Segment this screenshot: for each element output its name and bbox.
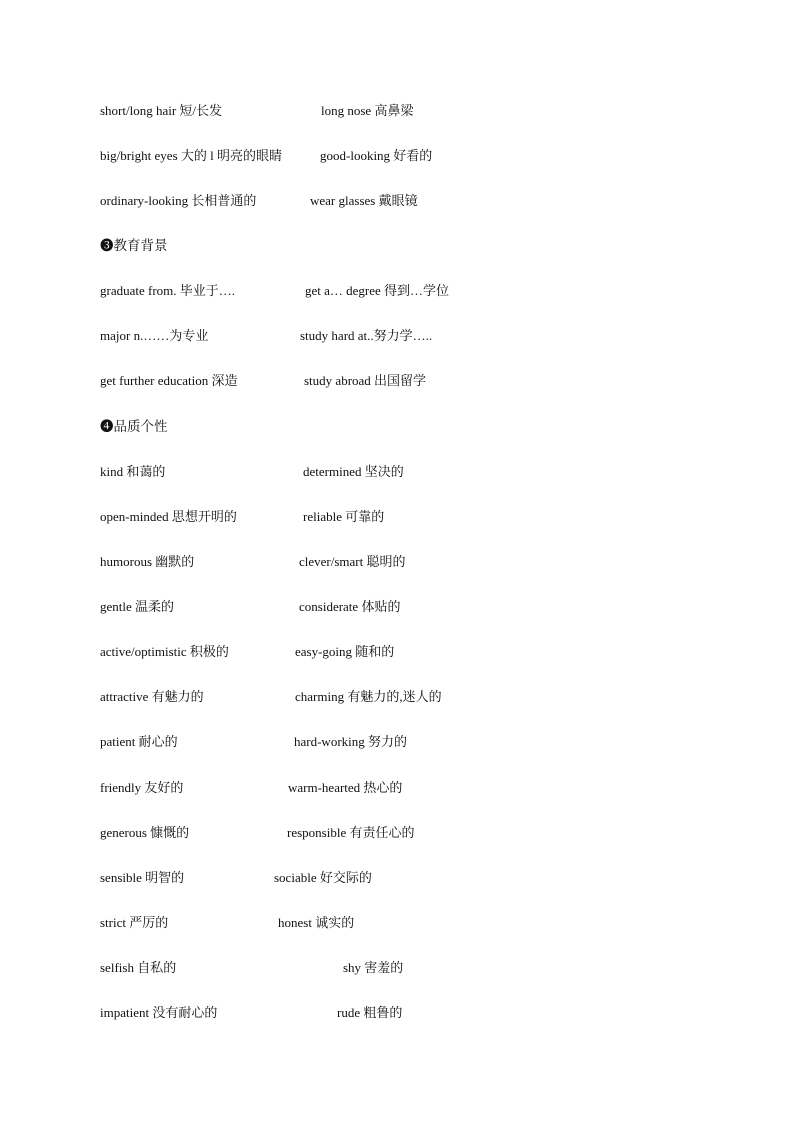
term-right: warm-hearted 热心的 (288, 780, 403, 795)
term-left: ordinary-looking 长相普通的 (100, 193, 257, 208)
term-left: humorous 幽默的 (100, 554, 195, 569)
vocab-row (0, 958, 794, 978)
term-left: strict 严厉的 (100, 915, 169, 930)
vocab-row (0, 868, 794, 888)
term-left: kind 和蔼的 (100, 464, 166, 479)
term-left: major n.……为专业 (100, 328, 209, 343)
term-left: big/bright eyes 大的 l 明亮的眼睛 (100, 148, 282, 163)
term-right: easy-going 随和的 (295, 644, 395, 659)
term-left: graduate from. 毕业于…. (100, 283, 236, 298)
term-left: open-minded 思想开明的 (100, 509, 237, 524)
term-right: charming 有魅力的,迷人的 (295, 689, 442, 704)
section-heading: ❸教育背景 (100, 238, 168, 253)
term-right: honest 诚实的 (278, 915, 355, 930)
vocab-row (0, 642, 794, 662)
term-left: generous 慷慨的 (100, 825, 190, 840)
vocab-row (0, 597, 794, 617)
vocab-row (0, 191, 794, 211)
term-left: sensible 明智的 (100, 870, 185, 885)
term-right: study hard at..努力学….. (300, 328, 433, 343)
term-right: clever/smart 聪明的 (299, 554, 406, 569)
term-right: sociable 好交际的 (274, 870, 372, 885)
vocab-row (0, 507, 794, 527)
term-left: get further education 深造 (100, 373, 238, 388)
vocab-row (0, 823, 794, 843)
term-left: impatient 没有耐心的 (100, 1005, 218, 1020)
term-left: friendly 友好的 (100, 780, 184, 795)
term-right: shy 害羞的 (343, 960, 404, 975)
term-left: patient 耐心的 (100, 734, 178, 749)
term-right: wear glasses 戴眼镜 (310, 193, 418, 208)
term-left: attractive 有魅力的 (100, 689, 204, 704)
term-left: short/long hair 短/长发 (100, 103, 223, 118)
vocab-row (0, 281, 794, 301)
term-right: good-looking 好看的 (320, 148, 433, 163)
vocab-row (0, 687, 794, 707)
term-left: gentle 温柔的 (100, 599, 175, 614)
vocab-row (0, 732, 794, 752)
vocab-row (0, 1003, 794, 1023)
vocab-row (0, 913, 794, 933)
term-right: study abroad 出国留学 (304, 373, 427, 388)
term-right: rude 粗鲁的 (337, 1005, 403, 1020)
term-right: determined 坚决的 (303, 464, 404, 479)
vocab-row (0, 326, 794, 346)
term-left: selfish 自私的 (100, 960, 177, 975)
vocab-row (0, 146, 794, 166)
vocab-row (0, 778, 794, 798)
vocab-row (0, 371, 794, 391)
term-right: get a… degree 得到…学位 (305, 283, 450, 298)
vocab-row (0, 552, 794, 572)
vocab-row (0, 101, 794, 121)
term-left: active/optimistic 积极的 (100, 644, 229, 659)
term-right: hard-working 努力的 (294, 734, 408, 749)
term-right: long nose 高鼻梁 (321, 103, 414, 118)
term-right: reliable 可靠的 (303, 509, 385, 524)
term-right: considerate 体贴的 (299, 599, 401, 614)
vocab-row (0, 462, 794, 482)
term-right: responsible 有责任心的 (287, 825, 415, 840)
section-heading: ❹品质个性 (100, 419, 168, 434)
